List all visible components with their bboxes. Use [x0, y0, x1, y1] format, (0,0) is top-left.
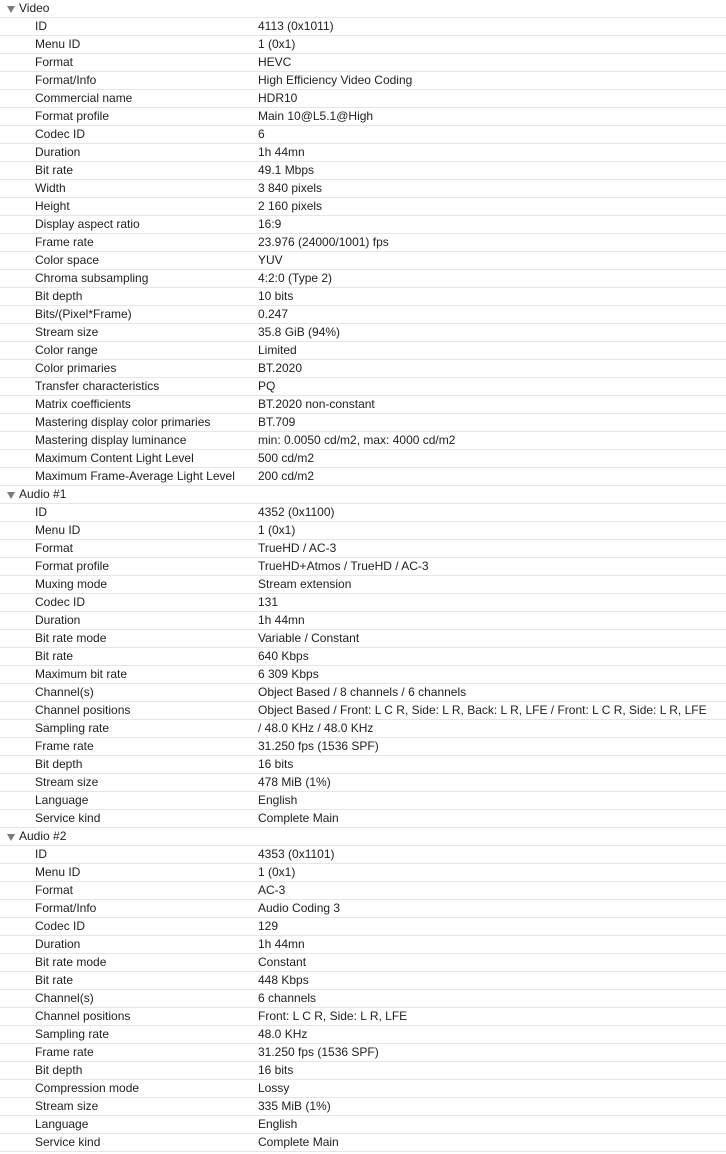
- property-value: TrueHD / AC-3: [258, 541, 337, 555]
- property-row[interactable]: [0, 648, 726, 666]
- property-label: Codec ID: [35, 919, 86, 933]
- property-row[interactable]: [0, 432, 726, 450]
- property-value: AC-3: [258, 883, 286, 897]
- property-row[interactable]: [0, 324, 726, 342]
- property-label: Channel positions: [35, 703, 131, 717]
- property-label: Codec ID: [35, 595, 86, 609]
- property-row[interactable]: [0, 630, 726, 648]
- property-value: Constant: [258, 955, 307, 969]
- property-row[interactable]: [0, 36, 726, 54]
- property-label: Stream size: [35, 325, 99, 339]
- property-value: 2 160 pixels: [258, 199, 323, 213]
- property-value: 500 cd/m2: [258, 451, 315, 465]
- property-label: Service kind: [35, 1135, 101, 1149]
- property-label: Muxing mode: [35, 577, 108, 591]
- property-row[interactable]: [0, 396, 726, 414]
- property-row[interactable]: [0, 1062, 726, 1080]
- property-row[interactable]: [0, 468, 726, 486]
- property-value: HEVC: [258, 55, 292, 69]
- property-value: 31.250 fps (1536 SPF): [258, 739, 379, 753]
- property-row[interactable]: [0, 378, 726, 396]
- disclosure-triangle-icon[interactable]: [7, 6, 15, 13]
- property-row[interactable]: [0, 1044, 726, 1062]
- property-row[interactable]: [0, 54, 726, 72]
- property-row[interactable]: [0, 306, 726, 324]
- property-value: Complete Main: [258, 811, 339, 825]
- property-value: Audio Coding 3: [258, 901, 341, 915]
- disclosure-triangle-icon[interactable]: [7, 492, 15, 499]
- section-title: Audio #1: [19, 487, 67, 501]
- property-label: Bit rate mode: [35, 631, 107, 645]
- property-row[interactable]: [0, 900, 726, 918]
- property-row[interactable]: [0, 18, 726, 36]
- property-row[interactable]: [0, 162, 726, 180]
- property-value: 4113 (0x1011): [258, 19, 334, 33]
- property-value: Lossy: [258, 1081, 290, 1095]
- property-value: PQ: [258, 379, 276, 393]
- property-value: 1 (0x1): [258, 37, 296, 51]
- property-value: BT.709: [258, 415, 296, 429]
- property-value: 1 (0x1): [258, 523, 296, 537]
- property-label: Format: [35, 883, 74, 897]
- property-row[interactable]: [0, 882, 726, 900]
- property-value: Object Based / Front: L C R, Side: L R, Back: L R, LFE / Front: L C R, Side: L R, LFE: [258, 703, 707, 717]
- property-row[interactable]: [0, 450, 726, 468]
- property-row[interactable]: [0, 702, 726, 720]
- property-row[interactable]: [0, 108, 726, 126]
- section-header-audio-1[interactable]: [0, 486, 726, 504]
- property-row[interactable]: [0, 288, 726, 306]
- property-value: 10 bits: [258, 289, 294, 303]
- property-value: 1h 44mn: [258, 145, 305, 159]
- property-value: 478 MiB (1%): [258, 775, 331, 789]
- property-value: 335 MiB (1%): [258, 1099, 331, 1113]
- property-value: Complete Main: [258, 1135, 339, 1149]
- property-label: Maximum bit rate: [35, 667, 128, 681]
- property-value: High Efficiency Video Coding: [258, 73, 413, 87]
- property-value: 129: [258, 919, 279, 933]
- property-row[interactable]: [0, 216, 726, 234]
- property-value: 16:9: [258, 217, 282, 231]
- property-label: Channel(s): [35, 991, 94, 1005]
- property-label: Color primaries: [35, 361, 117, 375]
- property-value: 6 309 Kbps: [258, 667, 319, 681]
- property-label: Mastering display luminance: [35, 433, 187, 447]
- property-row[interactable]: [0, 90, 726, 108]
- property-value: Main 10@L5.1@High: [258, 109, 374, 123]
- property-row[interactable]: [0, 252, 726, 270]
- property-row[interactable]: [0, 594, 726, 612]
- property-label: Transfer characteristics: [35, 379, 160, 393]
- property-row[interactable]: [0, 414, 726, 432]
- property-value: BT.2020: [258, 361, 303, 375]
- property-label: Menu ID: [35, 523, 81, 537]
- property-value: 23.976 (24000/1001) fps: [258, 235, 389, 249]
- property-row[interactable]: [0, 1134, 726, 1152]
- property-row[interactable]: [0, 576, 726, 594]
- property-value: TrueHD+Atmos / TrueHD / AC-3: [258, 559, 429, 573]
- property-label: Maximum Content Light Level: [35, 451, 194, 465]
- property-label: Format/Info: [35, 73, 97, 87]
- property-label: Duration: [35, 145, 81, 159]
- property-value: Variable / Constant: [258, 631, 360, 645]
- property-label: Bits/(Pixel*Frame): [35, 307, 132, 321]
- property-row[interactable]: [0, 936, 726, 954]
- property-label: Format profile: [35, 559, 110, 573]
- property-label: Mastering display color primaries: [35, 415, 211, 429]
- property-label: Frame rate: [35, 1045, 94, 1059]
- property-value: Stream extension: [258, 577, 352, 591]
- property-label: Bit depth: [35, 757, 83, 771]
- property-label: Bit depth: [35, 289, 83, 303]
- property-value: YUV: [258, 253, 283, 267]
- property-label: Bit rate mode: [35, 955, 107, 969]
- property-row[interactable]: [0, 126, 726, 144]
- property-value: / 48.0 KHz / 48.0 KHz: [258, 721, 374, 735]
- property-label: Maximum Frame-Average Light Level: [35, 469, 235, 483]
- property-value: 200 cd/m2: [258, 469, 315, 483]
- property-label: Menu ID: [35, 865, 81, 879]
- property-label: ID: [35, 19, 47, 33]
- property-row[interactable]: [0, 738, 726, 756]
- property-row[interactable]: [0, 198, 726, 216]
- property-value: 1 (0x1): [258, 865, 296, 879]
- property-row[interactable]: [0, 918, 726, 936]
- property-value: Limited: [258, 343, 297, 357]
- property-value: Object Based / 8 channels / 6 channels: [258, 685, 467, 699]
- property-value: Front: L C R, Side: L R, LFE: [258, 1009, 408, 1023]
- property-value: 35.8 GiB (94%): [258, 325, 341, 339]
- property-label: Format profile: [35, 109, 110, 123]
- property-value: 4352 (0x1100): [258, 505, 335, 519]
- property-row[interactable]: [0, 684, 726, 702]
- property-value: 48.0 KHz: [258, 1027, 308, 1041]
- property-label: Frame rate: [35, 235, 94, 249]
- property-label: Bit rate: [35, 649, 74, 663]
- property-label: Format/Info: [35, 901, 97, 915]
- property-value: 448 Kbps: [258, 973, 309, 987]
- property-value: 16 bits: [258, 1063, 294, 1077]
- property-value: 4:2:0 (Type 2): [258, 271, 333, 285]
- property-row[interactable]: [0, 522, 726, 540]
- property-label: Service kind: [35, 811, 101, 825]
- property-value: 1h 44mn: [258, 613, 305, 627]
- property-label: Language: [35, 1117, 89, 1131]
- property-value: BT.2020 non-constant: [258, 397, 375, 411]
- property-value: 1h 44mn: [258, 937, 305, 951]
- property-row[interactable]: [0, 1080, 726, 1098]
- property-value: 6 channels: [258, 991, 317, 1005]
- property-row[interactable]: [0, 954, 726, 972]
- property-row[interactable]: [0, 810, 726, 828]
- property-value: English: [258, 793, 298, 807]
- property-label: Menu ID: [35, 37, 81, 51]
- property-row[interactable]: [0, 846, 726, 864]
- property-value: 640 Kbps: [258, 649, 309, 663]
- property-label: Bit rate: [35, 163, 74, 177]
- property-label: Bit rate: [35, 973, 74, 987]
- property-value: 3 840 pixels: [258, 181, 323, 195]
- property-row[interactable]: [0, 270, 726, 288]
- property-row[interactable]: [0, 666, 726, 684]
- property-label: Compression mode: [35, 1081, 140, 1095]
- section-title: Audio #2: [19, 829, 67, 843]
- property-label: Color space: [35, 253, 100, 267]
- property-row[interactable]: [0, 990, 726, 1008]
- property-value: 131: [258, 595, 279, 609]
- property-value: 6: [258, 127, 265, 141]
- property-value: 31.250 fps (1536 SPF): [258, 1045, 379, 1059]
- property-row[interactable]: [0, 558, 726, 576]
- property-value: English: [258, 1117, 298, 1131]
- property-label: Codec ID: [35, 127, 86, 141]
- property-value: HDR10: [258, 91, 298, 105]
- property-label: Bit depth: [35, 1063, 83, 1077]
- property-label: ID: [35, 847, 47, 861]
- property-row[interactable]: [0, 1026, 726, 1044]
- property-label: Channel(s): [35, 685, 94, 699]
- property-row[interactable]: [0, 1008, 726, 1026]
- property-row[interactable]: [0, 504, 726, 522]
- property-label: Color range: [35, 343, 98, 357]
- property-row[interactable]: [0, 180, 726, 198]
- property-row[interactable]: [0, 144, 726, 162]
- section-header-audio-2[interactable]: [0, 828, 726, 846]
- property-value: 49.1 Mbps: [258, 163, 315, 177]
- property-label: Stream size: [35, 1099, 99, 1113]
- property-label: Sampling rate: [35, 721, 110, 735]
- property-label: Channel positions: [35, 1009, 131, 1023]
- section-header-video[interactable]: [0, 0, 726, 18]
- property-row[interactable]: [0, 792, 726, 810]
- property-label: Format: [35, 541, 74, 555]
- property-value: 4353 (0x1101): [258, 847, 335, 861]
- property-row[interactable]: [0, 756, 726, 774]
- property-label: Matrix coefficients: [35, 397, 131, 411]
- property-row[interactable]: [0, 234, 726, 252]
- property-row[interactable]: [0, 72, 726, 90]
- property-label: Sampling rate: [35, 1027, 110, 1041]
- property-row[interactable]: [0, 864, 726, 882]
- disclosure-triangle-icon[interactable]: [7, 834, 15, 841]
- property-value: min: 0.0050 cd/m2, max: 4000 cd/m2: [258, 433, 456, 447]
- property-row[interactable]: [0, 720, 726, 738]
- property-label: Language: [35, 793, 89, 807]
- property-label: Stream size: [35, 775, 99, 789]
- property-row[interactable]: [0, 1116, 726, 1134]
- property-row[interactable]: [0, 774, 726, 792]
- property-row[interactable]: [0, 612, 726, 630]
- property-row[interactable]: [0, 540, 726, 558]
- property-label: ID: [35, 505, 47, 519]
- property-label: Commercial name: [35, 91, 133, 105]
- property-label: Format: [35, 55, 74, 69]
- property-label: Width: [35, 181, 66, 195]
- property-label: Duration: [35, 937, 81, 951]
- property-label: Chroma subsampling: [35, 271, 149, 285]
- property-label: Frame rate: [35, 739, 94, 753]
- property-label: Display aspect ratio: [35, 217, 140, 231]
- property-value: 0.247: [258, 307, 289, 321]
- property-value: 16 bits: [258, 757, 294, 771]
- property-label: Duration: [35, 613, 81, 627]
- property-row[interactable]: [0, 972, 726, 990]
- property-row[interactable]: [0, 360, 726, 378]
- property-row[interactable]: [0, 342, 726, 360]
- section-title: Video: [19, 1, 50, 15]
- property-row[interactable]: [0, 1098, 726, 1116]
- property-label: Height: [35, 199, 70, 213]
